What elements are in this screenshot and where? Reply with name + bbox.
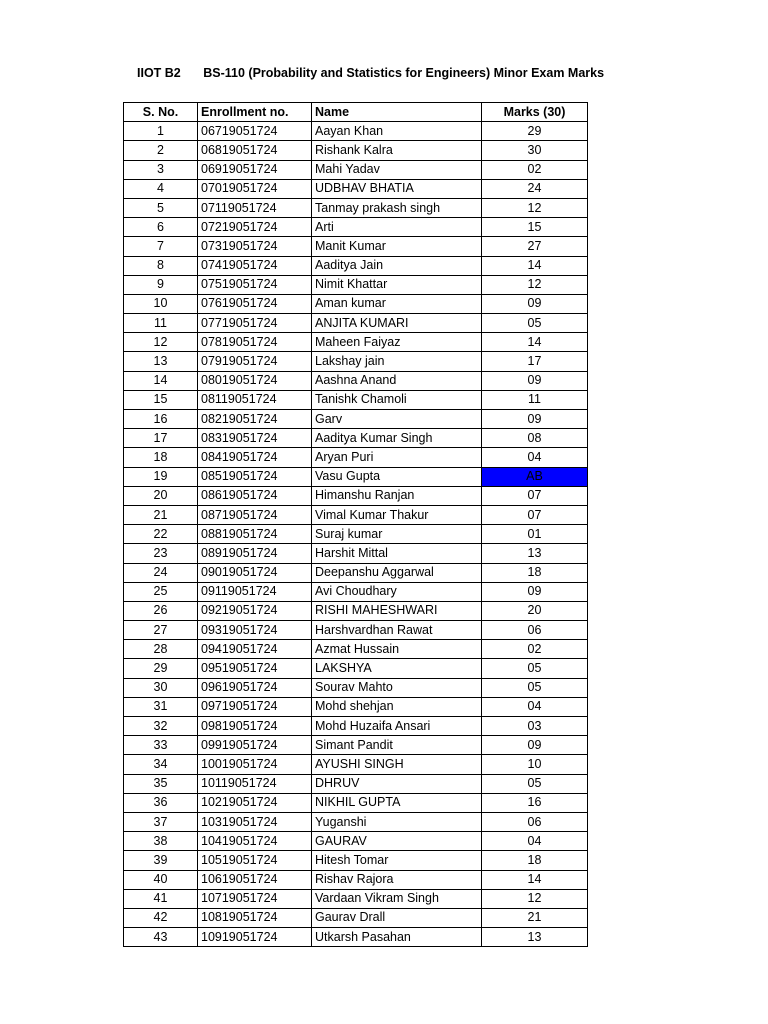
sno-cell: 37 <box>124 812 198 831</box>
sno-cell: 1 <box>124 122 198 141</box>
enrollment-cell: 09219051724 <box>198 601 312 620</box>
table-row <box>124 371 588 390</box>
table-row <box>124 678 588 697</box>
student-name-cell: Avi Choudhary <box>312 582 482 601</box>
enrollment-cell: 07219051724 <box>198 218 312 237</box>
marks-cell: AB <box>482 467 588 486</box>
student-name-cell: Rishav Rajora <box>312 870 482 889</box>
student-name-cell: Aryan Puri <box>312 448 482 467</box>
table-row <box>124 544 588 563</box>
enrollment-cell: 07819051724 <box>198 333 312 352</box>
table-row <box>124 410 588 429</box>
marks-cell: 27 <box>482 237 588 256</box>
table-row <box>124 486 588 505</box>
table-row <box>124 141 588 160</box>
enrollment-cell: 10019051724 <box>198 755 312 774</box>
sno-cell: 28 <box>124 640 198 659</box>
sno-cell: 15 <box>124 390 198 409</box>
enrollment-cell: 08619051724 <box>198 486 312 505</box>
enrollment-cell: 07019051724 <box>198 179 312 198</box>
table-row <box>124 218 588 237</box>
student-name-cell: Aashna Anand <box>312 371 482 390</box>
table-row <box>124 851 588 870</box>
marks-cell: 29 <box>482 122 588 141</box>
sno-cell: 4 <box>124 179 198 198</box>
sno-cell: 32 <box>124 717 198 736</box>
table-row <box>124 237 588 256</box>
enrollment-cell: 10119051724 <box>198 774 312 793</box>
student-name-cell: NIKHIL GUPTA <box>312 793 482 812</box>
sno-cell: 17 <box>124 429 198 448</box>
batch-label: IIOT B2 <box>137 66 181 80</box>
table-row <box>124 601 588 620</box>
enrollment-cell: 08719051724 <box>198 505 312 524</box>
sno-cell: 35 <box>124 774 198 793</box>
enrollment-cell: 07519051724 <box>198 275 312 294</box>
marks-cell: 04 <box>482 832 588 851</box>
table-row <box>124 928 588 947</box>
marks-cell: 06 <box>482 812 588 831</box>
sno-cell: 42 <box>124 908 198 927</box>
student-name-cell: Harshvardhan Rawat <box>312 621 482 640</box>
enrollment-cell: 06819051724 <box>198 141 312 160</box>
sno-cell: 33 <box>124 736 198 755</box>
marks-cell: 16 <box>482 793 588 812</box>
marks-cell: 09 <box>482 294 588 313</box>
student-name-cell: RISHI MAHESHWARI <box>312 601 482 620</box>
marks-cell: 07 <box>482 505 588 524</box>
sno-cell: 18 <box>124 448 198 467</box>
marks-cell: 09 <box>482 582 588 601</box>
enrollment-cell: 10519051724 <box>198 851 312 870</box>
student-name-cell: Rishank Kalra <box>312 141 482 160</box>
table-row <box>124 774 588 793</box>
marks-cell: 30 <box>482 141 588 160</box>
student-name-cell: Aaditya Jain <box>312 256 482 275</box>
marks-cell: 09 <box>482 736 588 755</box>
student-name-cell: Yuganshi <box>312 812 482 831</box>
table-row <box>124 160 588 179</box>
student-name-cell: Vasu Gupta <box>312 467 482 486</box>
table-row <box>124 697 588 716</box>
table-row <box>124 448 588 467</box>
table-row <box>124 275 588 294</box>
marks-cell: 20 <box>482 601 588 620</box>
marks-cell: 08 <box>482 429 588 448</box>
sno-cell: 41 <box>124 889 198 908</box>
student-name-cell: Manit Kumar <box>312 237 482 256</box>
student-name-cell: UDBHAV BHATIA <box>312 179 482 198</box>
sno-cell: 6 <box>124 218 198 237</box>
student-name-cell: Mohd Huzaifa Ansari <box>312 717 482 736</box>
enrollment-cell: 07619051724 <box>198 294 312 313</box>
student-name-cell: Hitesh Tomar <box>312 851 482 870</box>
enrollment-cell: 10919051724 <box>198 928 312 947</box>
table-row <box>124 736 588 755</box>
enrollment-cell: 09719051724 <box>198 697 312 716</box>
student-name-cell: Nimit Khattar <box>312 275 482 294</box>
sno-cell: 34 <box>124 755 198 774</box>
student-name-cell: Himanshu Ranjan <box>312 486 482 505</box>
sno-cell: 29 <box>124 659 198 678</box>
marks-cell: 15 <box>482 218 588 237</box>
table-row <box>124 621 588 640</box>
marks-cell: 11 <box>482 390 588 409</box>
student-name-cell: Mohd shehjan <box>312 697 482 716</box>
header-marks: Marks (30) <box>482 103 588 122</box>
page-title <box>137 66 604 80</box>
sno-cell: 20 <box>124 486 198 505</box>
student-name-cell: Sourav Mahto <box>312 678 482 697</box>
marks-cell: 02 <box>482 160 588 179</box>
enrollment-cell: 07419051724 <box>198 256 312 275</box>
marks-cell: 18 <box>482 851 588 870</box>
marks-cell: 05 <box>482 659 588 678</box>
enrollment-cell: 06719051724 <box>198 122 312 141</box>
marks-cell: 04 <box>482 448 588 467</box>
sno-cell: 11 <box>124 314 198 333</box>
table-row <box>124 640 588 659</box>
enrollment-cell: 09019051724 <box>198 563 312 582</box>
sno-cell: 36 <box>124 793 198 812</box>
header-sno: S. No. <box>124 103 198 122</box>
sno-cell: 24 <box>124 563 198 582</box>
sno-cell: 38 <box>124 832 198 851</box>
enrollment-cell: 10219051724 <box>198 793 312 812</box>
marks-cell: 24 <box>482 179 588 198</box>
table-row <box>124 352 588 371</box>
table-row <box>124 659 588 678</box>
table-row <box>124 525 588 544</box>
sno-cell: 30 <box>124 678 198 697</box>
student-name-cell: DHRUV <box>312 774 482 793</box>
sno-cell: 13 <box>124 352 198 371</box>
marks-table <box>123 102 588 947</box>
table-row <box>124 294 588 313</box>
student-name-cell: Tanishk Chamoli <box>312 390 482 409</box>
marks-cell: 06 <box>482 621 588 640</box>
table-row <box>124 467 588 486</box>
sno-cell: 43 <box>124 928 198 947</box>
table-row <box>124 889 588 908</box>
sno-cell: 39 <box>124 851 198 870</box>
enrollment-cell: 09919051724 <box>198 736 312 755</box>
student-name-cell: Deepanshu Aggarwal <box>312 563 482 582</box>
table-row <box>124 256 588 275</box>
table-row <box>124 812 588 831</box>
enrollment-cell: 09319051724 <box>198 621 312 640</box>
enrollment-cell: 07319051724 <box>198 237 312 256</box>
marks-cell: 12 <box>482 198 588 217</box>
marks-cell: 01 <box>482 525 588 544</box>
marks-cell: 10 <box>482 755 588 774</box>
enrollment-cell: 08819051724 <box>198 525 312 544</box>
marks-cell: 04 <box>482 697 588 716</box>
enrollment-cell: 08219051724 <box>198 410 312 429</box>
marks-cell: 14 <box>482 256 588 275</box>
sno-cell: 19 <box>124 467 198 486</box>
enrollment-cell: 10419051724 <box>198 832 312 851</box>
table-row <box>124 505 588 524</box>
enrollment-cell: 10619051724 <box>198 870 312 889</box>
enrollment-cell: 08419051724 <box>198 448 312 467</box>
student-name-cell: LAKSHYA <box>312 659 482 678</box>
enrollment-cell: 09519051724 <box>198 659 312 678</box>
sno-cell: 25 <box>124 582 198 601</box>
marks-cell: 05 <box>482 678 588 697</box>
student-name-cell: Vardaan Vikram Singh <box>312 889 482 908</box>
student-name-cell: Aaditya Kumar Singh <box>312 429 482 448</box>
sno-cell: 16 <box>124 410 198 429</box>
marks-cell: 07 <box>482 486 588 505</box>
table-row <box>124 122 588 141</box>
enrollment-cell: 10319051724 <box>198 812 312 831</box>
enrollment-cell: 09819051724 <box>198 717 312 736</box>
enrollment-cell: 10819051724 <box>198 908 312 927</box>
student-name-cell: Lakshay jain <box>312 352 482 371</box>
student-name-cell: Mahi Yadav <box>312 160 482 179</box>
sno-cell: 5 <box>124 198 198 217</box>
table-row <box>124 582 588 601</box>
marks-cell: 12 <box>482 275 588 294</box>
sno-cell: 23 <box>124 544 198 563</box>
header-enrollment: Enrollment no. <box>198 103 312 122</box>
table-row <box>124 390 588 409</box>
marks-cell: 14 <box>482 333 588 352</box>
marks-cell: 21 <box>482 908 588 927</box>
marks-cell: 13 <box>482 928 588 947</box>
table-row <box>124 908 588 927</box>
sno-cell: 27 <box>124 621 198 640</box>
student-name-cell: Tanmay prakash singh <box>312 198 482 217</box>
marks-cell: 09 <box>482 410 588 429</box>
sno-cell: 14 <box>124 371 198 390</box>
table-row <box>124 755 588 774</box>
sno-cell: 12 <box>124 333 198 352</box>
table-row <box>124 793 588 812</box>
student-name-cell: AYUSHI SINGH <box>312 755 482 774</box>
table-row <box>124 198 588 217</box>
table-row <box>124 179 588 198</box>
student-name-cell: Aayan Khan <box>312 122 482 141</box>
enrollment-cell: 06919051724 <box>198 160 312 179</box>
table-row <box>124 832 588 851</box>
table-row <box>124 870 588 889</box>
enrollment-cell: 09119051724 <box>198 582 312 601</box>
student-name-cell: ANJITA KUMARI <box>312 314 482 333</box>
enrollment-cell: 09419051724 <box>198 640 312 659</box>
table-row <box>124 429 588 448</box>
marks-cell: 13 <box>482 544 588 563</box>
sno-cell: 26 <box>124 601 198 620</box>
sno-cell: 31 <box>124 697 198 716</box>
enrollment-cell: 08519051724 <box>198 467 312 486</box>
table-row <box>124 563 588 582</box>
student-name-cell: Aman kumar <box>312 294 482 313</box>
course-title: BS-110 (Probability and Statistics for Engineers) Minor Exam Marks <box>203 66 605 80</box>
table-row <box>124 717 588 736</box>
sno-cell: 9 <box>124 275 198 294</box>
sno-cell: 40 <box>124 870 198 889</box>
student-name-cell: Suraj kumar <box>312 525 482 544</box>
sno-cell: 7 <box>124 237 198 256</box>
table-row <box>124 333 588 352</box>
table-body <box>124 122 588 947</box>
marks-cell: 17 <box>482 352 588 371</box>
marks-cell: 02 <box>482 640 588 659</box>
sno-cell: 21 <box>124 505 198 524</box>
sno-cell: 3 <box>124 160 198 179</box>
student-name-cell: Arti <box>312 218 482 237</box>
marks-cell: 03 <box>482 717 588 736</box>
marks-cell: 12 <box>482 889 588 908</box>
enrollment-cell: 09619051724 <box>198 678 312 697</box>
student-name-cell: GAURAV <box>312 832 482 851</box>
enrollment-cell: 10719051724 <box>198 889 312 908</box>
student-name-cell: Maheen Faiyaz <box>312 333 482 352</box>
marks-cell: 05 <box>482 774 588 793</box>
student-name-cell: Vimal Kumar Thakur <box>312 505 482 524</box>
student-name-cell: Utkarsh Pasahan <box>312 928 482 947</box>
enrollment-cell: 08319051724 <box>198 429 312 448</box>
student-name-cell: Azmat Hussain <box>312 640 482 659</box>
enrollment-cell: 08019051724 <box>198 371 312 390</box>
table-header-row <box>124 103 588 122</box>
enrollment-cell: 07119051724 <box>198 198 312 217</box>
enrollment-cell: 08919051724 <box>198 544 312 563</box>
table-row <box>124 314 588 333</box>
enrollment-cell: 07719051724 <box>198 314 312 333</box>
marks-cell: 18 <box>482 563 588 582</box>
sno-cell: 10 <box>124 294 198 313</box>
student-name-cell: Garv <box>312 410 482 429</box>
student-name-cell: Harshit Mittal <box>312 544 482 563</box>
sno-cell: 8 <box>124 256 198 275</box>
header-name: Name <box>312 103 482 122</box>
marks-cell: 14 <box>482 870 588 889</box>
sno-cell: 22 <box>124 525 198 544</box>
enrollment-cell: 08119051724 <box>198 390 312 409</box>
sno-cell: 2 <box>124 141 198 160</box>
enrollment-cell: 07919051724 <box>198 352 312 371</box>
marks-cell: 09 <box>482 371 588 390</box>
student-name-cell: Gaurav Drall <box>312 908 482 927</box>
student-name-cell: Simant Pandit <box>312 736 482 755</box>
marks-cell: 05 <box>482 314 588 333</box>
